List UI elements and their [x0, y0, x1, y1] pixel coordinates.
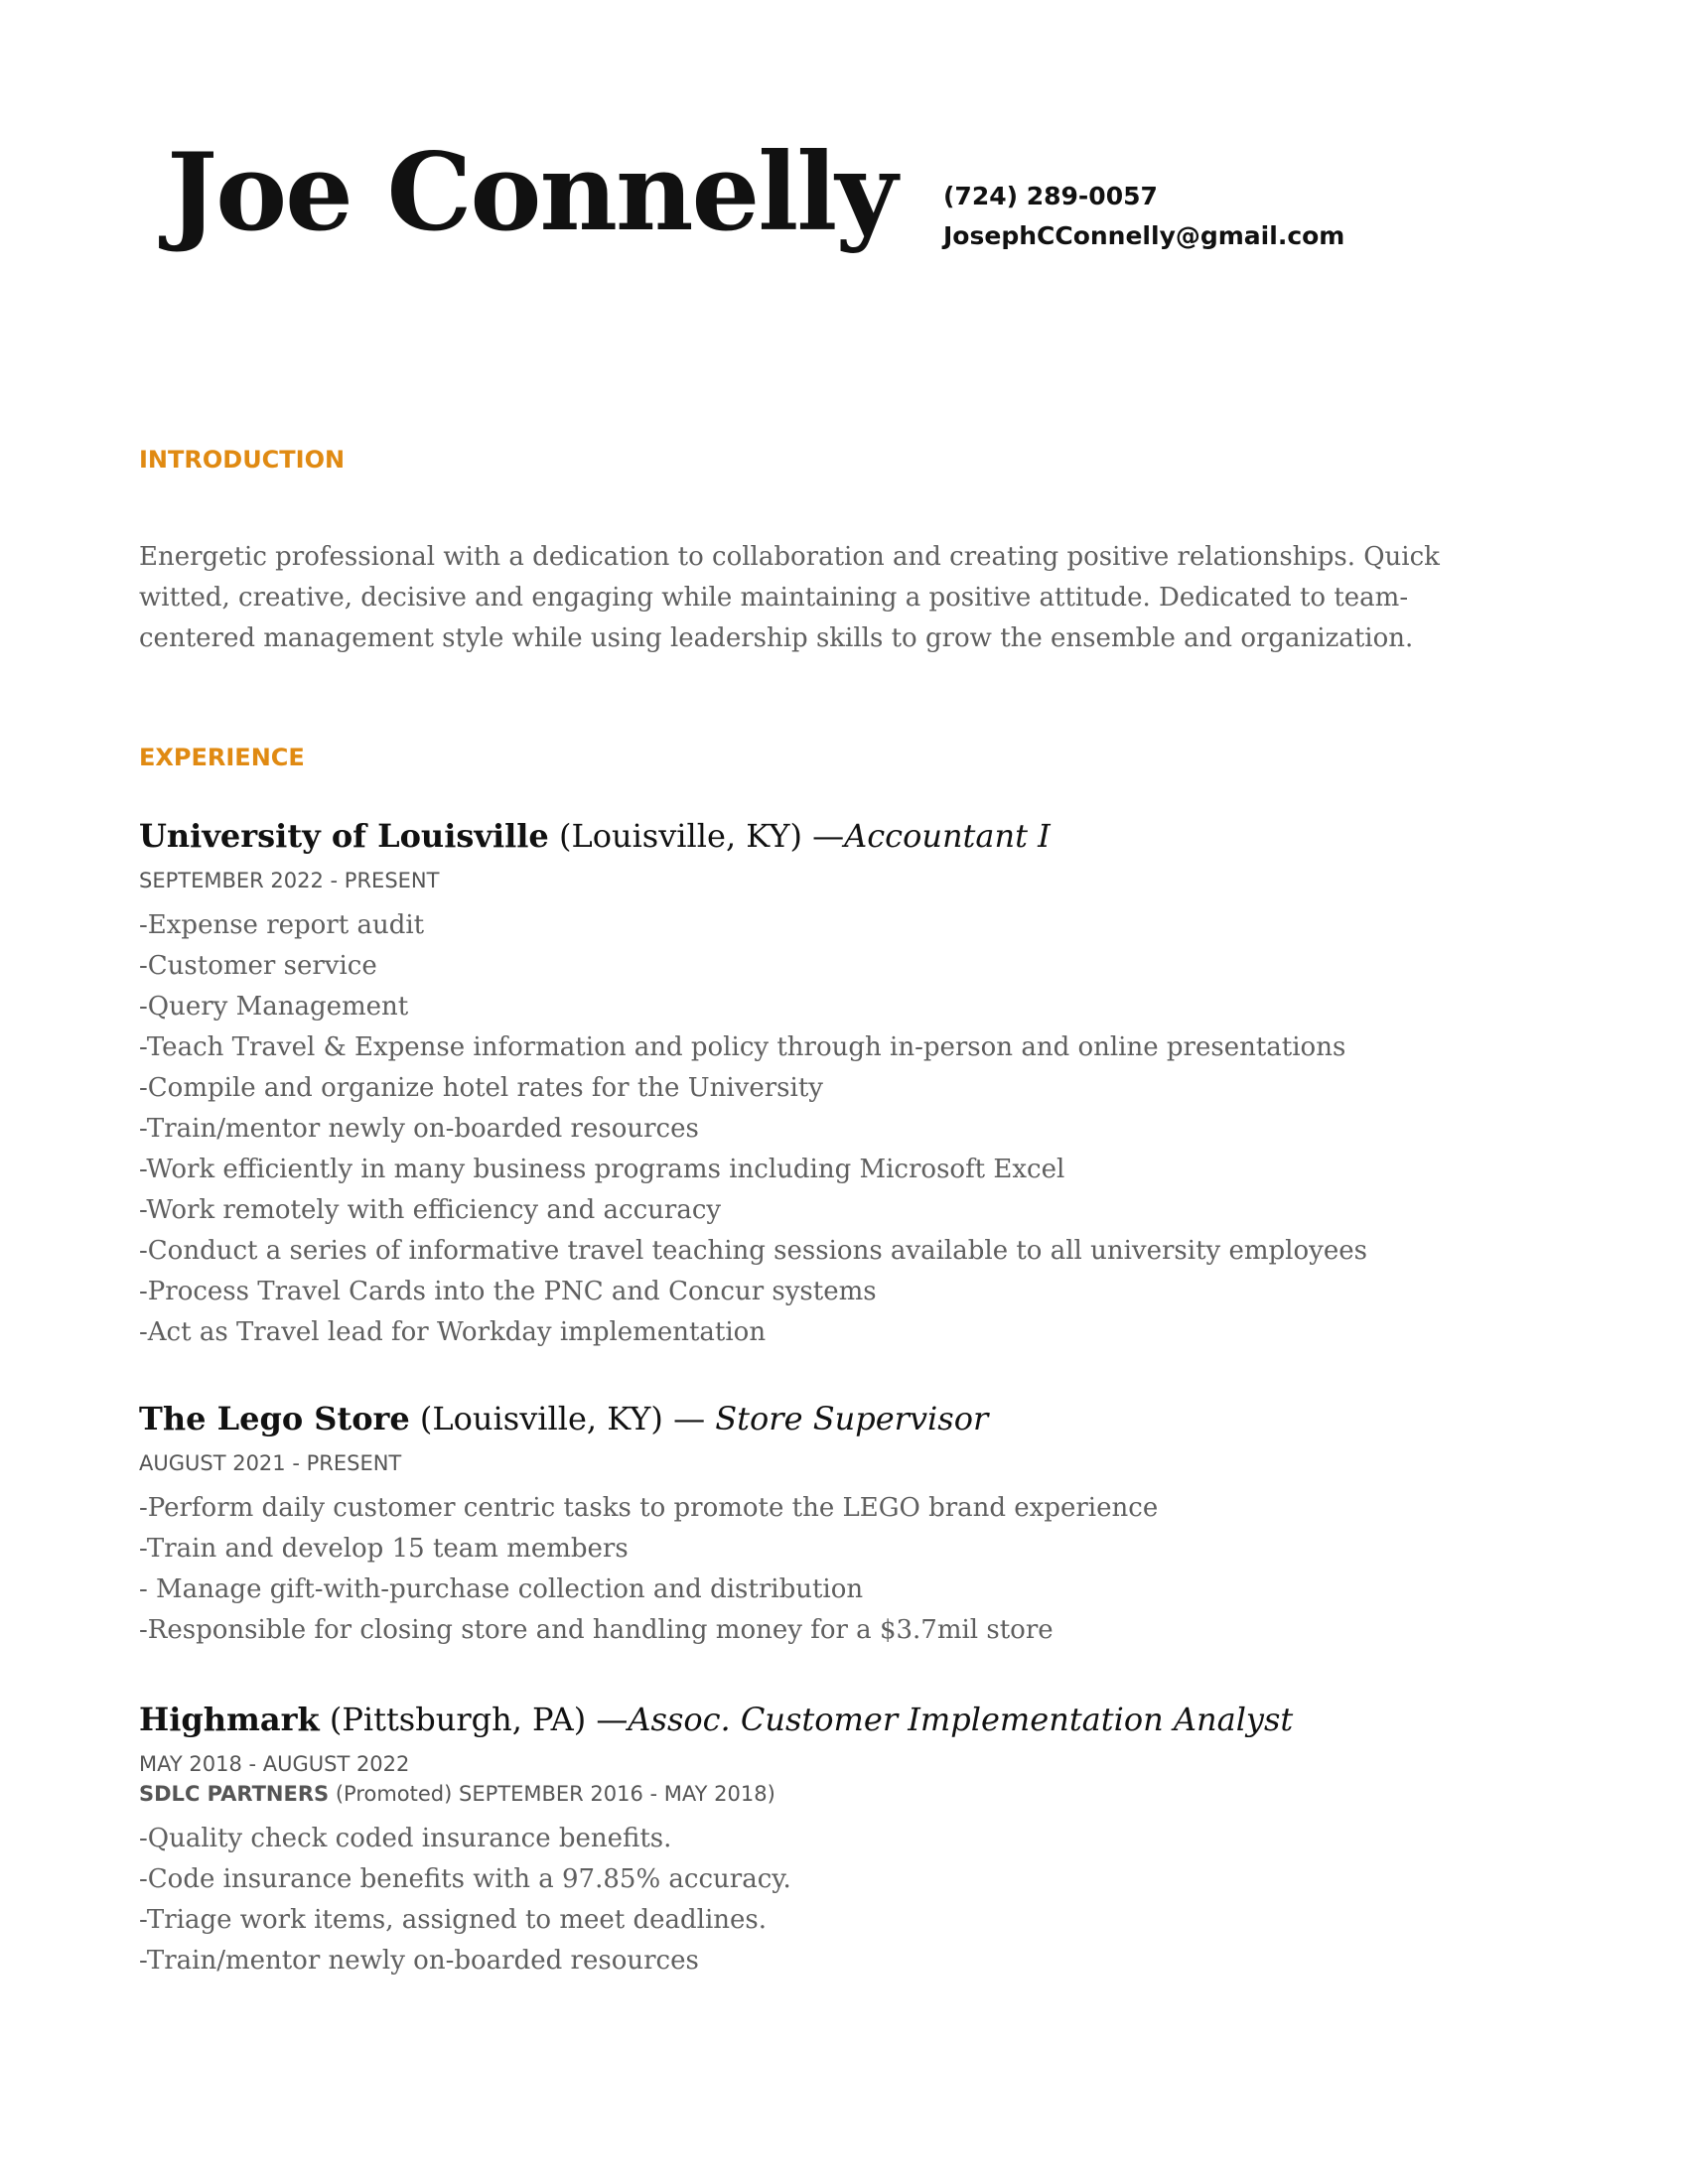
duty-item: -Compile and organize hotel rates for the University	[139, 1073, 823, 1103]
job-role: Assoc. Customer Implementation Analyst	[628, 1701, 1294, 1738]
job-duties	[139, 1819, 1529, 1981]
previous-employer: SDLC PARTNERS	[139, 1782, 330, 1806]
introduction-heading: INTRODUCTION	[139, 446, 346, 474]
duty-item: -Conduct a series of informative travel teaching sessions available to all university employees	[139, 1236, 1367, 1266]
job-title-line	[139, 814, 1529, 858]
duty-item: -Customer service	[139, 951, 377, 981]
duty-item: -Train/mentor newly on-boarded resources	[139, 1114, 699, 1144]
previous-employer-note: (Promoted) SEPTEMBER 2016 - MAY 2018)	[329, 1782, 775, 1806]
job-title-line	[139, 1397, 1529, 1440]
company-name: University of Louisville	[139, 817, 549, 855]
job-dates: SEPTEMBER 2022 - PRESENT	[139, 869, 440, 892]
job-dates: AUGUST 2021 - PRESENT	[139, 1451, 402, 1475]
duty-item: -Teach Travel & Expense information and policy through in-person and online presentations	[139, 1032, 1346, 1062]
duty-item: -Expense report audit	[139, 910, 425, 940]
job-duties	[139, 1488, 1529, 1651]
duty-item: - Manage gift-with-purchase collection and distribution	[139, 1574, 864, 1604]
job-role: Store Supervisor	[715, 1400, 989, 1437]
email-address: JosephCConnelly@gmail.com	[943, 221, 1345, 250]
duty-item: -Query Management	[139, 992, 409, 1022]
duty-item: -Process Travel Cards into the PNC and Concur systems	[139, 1277, 877, 1306]
company-name: Highmark	[139, 1701, 320, 1738]
duty-item: -Triage work items, assigned to meet deadlines.	[139, 1905, 768, 1935]
duty-item: -Act as Travel lead for Workday implementation	[139, 1317, 767, 1347]
duty-item: -Work remotely with efficiency and accuracy	[139, 1195, 722, 1225]
duty-item: -Responsible for closing store and handling money for a $3.7mil store	[139, 1615, 1054, 1645]
duty-item: -Work efficiently in many business programs including Microsoft Excel	[139, 1155, 1065, 1184]
job-role: Accountant I	[844, 817, 1051, 855]
job-entry	[139, 1698, 1529, 1981]
duty-item: -Train/mentor newly on-boarded resources	[139, 1946, 699, 1976]
phone-number: (724) 289-0057	[943, 182, 1158, 210]
job-location: (Louisville, KY) —	[548, 817, 845, 855]
duty-item: -Train and develop 15 team members	[139, 1534, 629, 1564]
job-dates: MAY 2018 - AUGUST 2022	[139, 1752, 410, 1776]
previous-employer-line	[139, 1779, 1529, 1809]
experience-heading: EXPERIENCE	[139, 744, 305, 771]
introduction-text: Energetic professional with a dedication to collaboration and creating positive relationships. Quick witted, creative, decisive and engaging while maintaining a positive attitude. Dedicated to team-centered management style while using leadership skills to grow the ensemble and organization.	[139, 542, 1440, 653]
job-entry	[139, 1397, 1529, 1651]
duty-item: -Perform daily customer centric tasks to promote the LEGO brand experience	[139, 1493, 1159, 1523]
job-duties	[139, 905, 1529, 1353]
job-entry	[139, 814, 1529, 1353]
job-location: (Louisville, KY) —	[409, 1400, 716, 1437]
job-title-line	[139, 1698, 1529, 1741]
candidate-name: Joe Connelly	[167, 130, 897, 255]
duty-item: -Code insurance benefits with a 97.85% accuracy.	[139, 1864, 791, 1894]
duty-item: -Quality check coded insurance benefits.	[139, 1824, 672, 1853]
job-location: (Pittsburgh, PA) —	[319, 1701, 629, 1738]
contact-block	[943, 177, 1344, 256]
company-name: The Lego Store	[139, 1400, 410, 1437]
